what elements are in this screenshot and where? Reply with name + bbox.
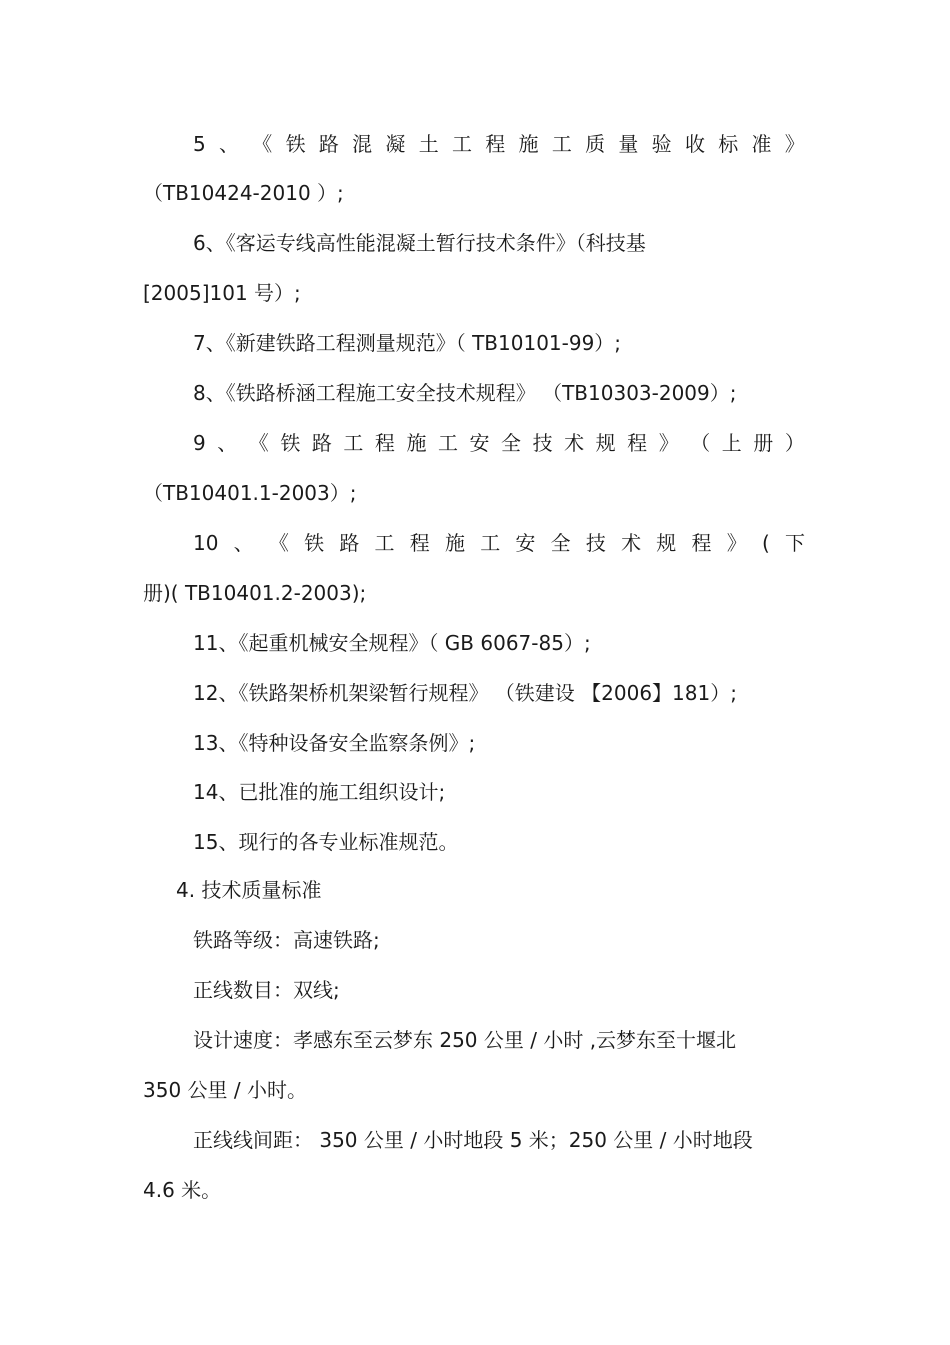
item-5-line1 (193, 131, 805, 157)
justified-char: 规 (595, 431, 616, 455)
justified-char: 混 (352, 132, 373, 156)
design-speed-line1: 设计速度：孝感东至云梦东 250 公里 / 小时 ,云梦东至十堰北 (193, 1028, 737, 1052)
justified-char: 施 (406, 431, 427, 455)
justified-char: 铁 (304, 531, 325, 555)
justified-char: 术 (564, 431, 585, 455)
justified-char: 程 (691, 531, 712, 555)
item-7: 7、《新建铁路工程测量规范》（ TB10101-99）; (193, 331, 622, 355)
justified-char: 工 (343, 431, 364, 455)
justified-char: 》 (784, 132, 805, 156)
justified-char: 安 (515, 531, 536, 555)
item-15: 15、现行的各专业标准规范。 (193, 830, 459, 854)
section-heading: 4. 技术质量标准 (176, 878, 322, 902)
justified-char: 下 (784, 531, 805, 555)
justified-char: 《 (268, 531, 289, 555)
justified-char: 规 (656, 531, 677, 555)
justified-char: 全 (501, 431, 522, 455)
justified-char: ( (761, 531, 770, 555)
justified-char: 术 (621, 531, 642, 555)
item-12: 12、《铁路架桥机架梁暂行规程》 （铁建设 【2006】181）; (193, 681, 737, 705)
item-6-line2: [2005]101 号）; (143, 281, 301, 305)
justified-char: 准 (751, 132, 772, 156)
design-speed-line2: 350 公里 / 小时。 (143, 1078, 307, 1102)
justified-char: 土 (418, 132, 439, 156)
justified-char: 、 (219, 132, 240, 156)
justified-char: 程 (627, 431, 648, 455)
justified-char: 全 (550, 531, 571, 555)
item-8: 8、《铁路桥涵工程施工安全技术规程》 （TB10303-2009）; (193, 381, 737, 405)
justified-char: 工 (437, 431, 458, 455)
line-spacing-line1: 正线线间距： 350 公里 / 小时地段 5 米；250 公里 / 小时地段 (193, 1128, 753, 1152)
justified-char: （ (690, 431, 711, 455)
item-9-line2: （TB10401.1-2003）; (143, 481, 357, 505)
justified-char: 》 (726, 531, 747, 555)
item-10-line2: 册)( TB10401.2-2003); (143, 581, 367, 605)
justified-char: 技 (532, 431, 553, 455)
item-5-line2: （TB10424-2010 ）; (143, 181, 344, 205)
justified-char: 程 (409, 531, 430, 555)
justified-char: 验 (651, 132, 672, 156)
justified-char: 工 (451, 132, 472, 156)
line-spacing-line2: 4.6 米。 (143, 1178, 222, 1202)
justified-char: 凝 (385, 132, 406, 156)
justified-char: 册 (753, 431, 774, 455)
justified-char: 10 (193, 531, 219, 555)
justified-char: 工 (374, 531, 395, 555)
justified-char: 收 (684, 132, 705, 156)
justified-char: 5 (193, 132, 206, 156)
justified-char: 程 (485, 132, 506, 156)
justified-char: 工 (480, 531, 501, 555)
justified-char: 路 (318, 132, 339, 156)
justified-char: ） (784, 431, 805, 455)
item-10-line1 (193, 530, 805, 556)
justified-char: 铁 (285, 132, 306, 156)
item-11: 11、《起重机械安全规程》（ GB 6067-85）; (193, 631, 591, 655)
main-line-count: 正线数目：双线; (193, 978, 340, 1002)
item-6-line1: 6、《客运专线高性能混凝土暂行技术条件》（科技基 (193, 231, 646, 255)
justified-char: 、 (233, 531, 254, 555)
justified-char: 工 (551, 132, 572, 156)
justified-char: 路 (311, 431, 332, 455)
justified-char: 《 (248, 431, 269, 455)
justified-char: 施 (444, 531, 465, 555)
justified-char: 路 (339, 531, 360, 555)
justified-char: 量 (618, 132, 639, 156)
justified-char: 》 (658, 431, 679, 455)
railway-grade: 铁路等级：高速铁路; (193, 928, 380, 952)
justified-char: 9 (193, 431, 206, 455)
justified-char: 质 (585, 132, 606, 156)
justified-char: 程 (374, 431, 395, 455)
justified-char: 、 (217, 431, 238, 455)
justified-char: 安 (469, 431, 490, 455)
justified-char: 上 (721, 431, 742, 455)
item-9-line1 (193, 430, 805, 456)
justified-char: 铁 (280, 431, 301, 455)
item-13: 13、《特种设备安全监察条例》; (193, 731, 476, 755)
justified-char: 《 (252, 132, 273, 156)
item-14: 14、已批准的施工组织设计; (193, 780, 446, 804)
justified-char: 技 (585, 531, 606, 555)
justified-char: 施 (518, 132, 539, 156)
justified-char: 标 (718, 132, 739, 156)
